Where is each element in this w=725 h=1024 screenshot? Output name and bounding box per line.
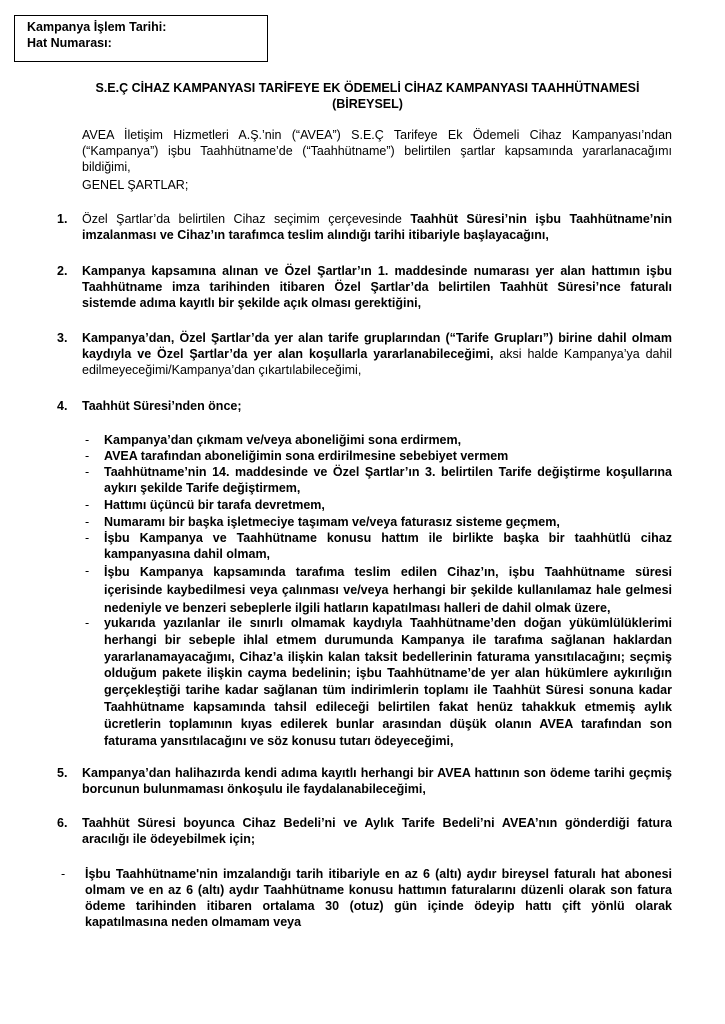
item-number-6: 6. (57, 816, 68, 830)
item-4-sub-7: İşbu Kampanya kapsamında tarafıma teslim edilen Cihaz’ın, işbu Taahhütname süresi içerisinde kaybedilmesi veya çalınması ve/veya herhangi bir şekilde kullanılamaz hale gelmesi nedeniyle ve benzeri sebeplerle ilgili hatların kapatılması halleri de dahil olmak üzere, (104, 565, 672, 615)
intro-paragraph: AVEA İletişim Hizmetleri A.Ş.’nin (“AVEA”) S.E.Ç Tarifeye Ek Ödemeli Cihaz Kampanyası’ndan (“Kampanya”) işbu Taahhütname’de (“Taahhütname”) belirtilen şartlar kapsamında yararlanacağımı bildiğimi, (82, 128, 672, 174)
item-4-sub-5: Numaramı bir başka işletmeciye taşımam ve/veya faturasız sisteme geçmem, (104, 515, 560, 529)
dash-4: - (85, 498, 90, 512)
document-title (60, 80, 675, 112)
item-4-sub-2: AVEA tarafından aboneliğimin sona erdirilmesine sebebiyet vermem (104, 449, 509, 463)
item-1 (82, 211, 672, 243)
title-line-1: S.E.Ç CİHAZ KAMPANYASI TARİFEYE EK ÖDEMELİ CİHAZ KAMPANYASI TAAHHÜTNAMESİ (95, 81, 640, 95)
item-4-sub-8: yukarıda yazılanlar ile sınırlı olmamak kaydıyla Taahhütname’den doğan yükümlülüklerimi herhangi bir sebeple ihlal etmem durumunda Kampanya ile tarafıma sağlanan haklardan yararlanamayacağımı, Cihaz’a ilişkin kalan taksit bedellerinin faturama yansıtılacağını; seçmiş olduğum pakete ilişkin cayma bedelinin; işbu Taahhütname’de yer alan hükümlere aykırılığın gerçekleştiği tarihe kadar sağlanan tüm indirimlerin toplamı ile Taahhüt Süresi sonuna kadar Taahhütname kapsamında tahsil edileceği belirtilen fakat henüz tahakkuk etmemiş aylık ücretlerin toplamının kıyas edilerek bunlar arasından düşük olanın AVEA tarafından son faturama yansıtılacağını ve söz konusu tutarı ödeyeceğimi, (104, 616, 672, 748)
dash-9: - (61, 867, 66, 881)
dash-6: - (85, 531, 90, 545)
general-terms-heading: GENEL ŞARTLAR; (82, 178, 189, 192)
dash-3: - (85, 465, 90, 479)
dash-8: - (85, 616, 90, 630)
dash-7: - (85, 564, 90, 578)
item-2: Kampanya kapsamına alınan ve Özel Şartlar’ın 1. maddesinde numarası yer alan hattımın işbu Taahhütname imza tarihinden itibaren Özel Şartlar’da belirtilen Taahhüt Süresi’nce faturalı sistemde adıma kayıtlı bir şekilde açık olması gerektiğini, (82, 264, 672, 310)
item-6: Taahhüt Süresi boyunca Cihaz Bedeli’ni ve Aylık Tarife Bedeli’ni AVEA’nın gönderdiği fatura aracılığı ile ödeyebilmek için; (82, 816, 672, 846)
item-6-sub-1: İşbu Taahhütname'nin imzalandığı tarih itibariyle en az 6 (altı) aydır bireysel faturalı hat abonesi olmam ve en az 6 (altı) aydır Taahhütname konusu hattımın faturalarını düzenli olarak son fatura ödeme tarihinden itibaren ortalama 30 (otuz) gün içinde ödeyip hattı çift yönlü olarak kapatılmasına neden olmamam veya (85, 867, 672, 929)
item-3 (82, 330, 672, 378)
dash-2: - (85, 449, 90, 463)
item-4-sub-4: Hattımı üçüncü bir tarafa devretmem, (104, 498, 325, 512)
item-1-bold: Taahhüt Süresi’nin işbu Taahhütname’nin imzalanması ve Cihaz’ın tarafımca teslim alındığı tarihi itibariyle başlayacağını, (82, 212, 672, 242)
campaign-info-box (14, 15, 268, 62)
item-number-1: 1. (57, 212, 68, 226)
title-line-2: (BİREYSEL) (332, 97, 403, 111)
item-4-sub-6: İşbu Kampanya ve Taahhütname konusu hattım ile birlikte başka bir taahhütlü cihaz kampanyasına dahil olmam, (104, 531, 672, 561)
item-4-sub-3: Taahhütname’nin 14. maddesinde ve Özel Şartlar’ın 3. belirtilen Tarife değiştirme koşullarına aykırı şekilde Tarife değiştirmem, (104, 465, 672, 495)
item-3-bold: Kampanya’dan, Özel Şartlar’da yer alan tarife gruplarından (“Tarife Grupları”) birine dahil olmam kaydıyla ve Özel Şartlar’da yer alan koşullarla yararlanabileceğimi, (82, 331, 672, 361)
item-1-plain: Özel Şartlar’da belirtilen Cihaz seçimim çerçevesinde (82, 212, 411, 226)
campaign-date-label: Kampanya İşlem Tarihi: (27, 20, 167, 34)
line-number-label: Hat Numarası: (27, 36, 112, 50)
item-5: Kampanya’dan halihazırda kendi adıma kayıtlı herhangi bir AVEA hattının son ödeme tarihi geçmiş borcunun bulunmaması önkoşulu ile faydalanabileceğimi, (82, 766, 672, 796)
item-number-3: 3. (57, 331, 68, 345)
item-number-4: 4. (57, 399, 68, 413)
item-number-2: 2. (57, 264, 68, 278)
dash-5: - (85, 515, 90, 529)
dash-1: - (85, 433, 90, 447)
item-4-sub-1: Kampanya’dan çıkmam ve/veya aboneliğimi sona erdirmem, (104, 433, 462, 447)
item-3-plain: aksi halde Kampanya’ya dahil edilmeyeceğimi/Kampanya’dan çıkartılabileceğimi, (82, 347, 672, 377)
item-number-5: 5. (57, 766, 68, 780)
item-4-heading: Taahhüt Süresi’nden önce; (82, 399, 242, 413)
